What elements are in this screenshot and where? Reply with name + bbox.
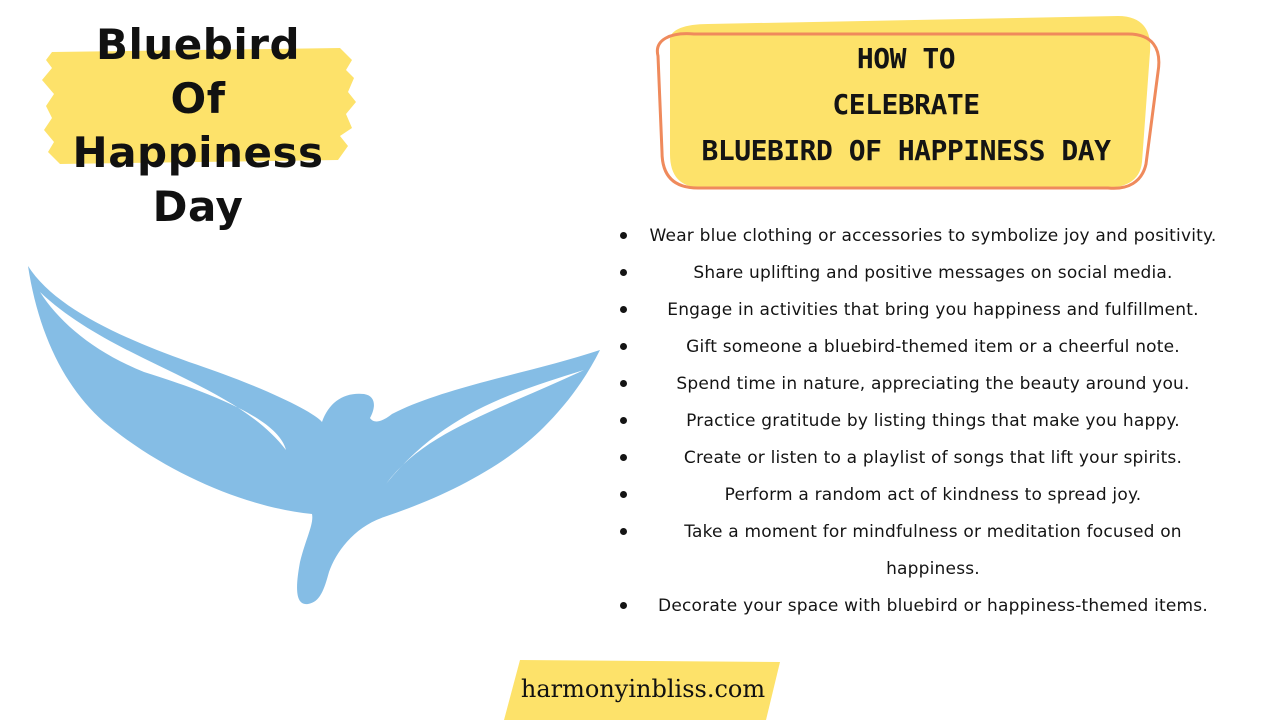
- bullet-icon: [620, 269, 627, 276]
- bullet-icon: [620, 417, 627, 424]
- bullet-icon: [620, 232, 627, 239]
- list-item: Spend time in nature, appreciating the beauty around you.: [618, 366, 1218, 403]
- howto-line-2: CELEBRATE: [832, 88, 980, 121]
- title-line-2: Of Happiness: [72, 74, 324, 177]
- howto-line-1: HOW TO: [856, 42, 956, 75]
- site-url: harmonyinbliss.com: [520, 675, 766, 703]
- bullet-icon: [620, 491, 627, 498]
- bullet-icon: [620, 454, 627, 461]
- list-item: Practice gratitude by listing things that make you happy.: [618, 403, 1218, 440]
- title-line-1: Bluebird: [95, 20, 301, 69]
- title-block: [40, 18, 360, 231]
- bullet-icon: [620, 602, 627, 609]
- tips-list: [618, 218, 1218, 625]
- howto-heading: [678, 36, 1134, 174]
- list-item: Take a moment for mindfulness or meditation focused on happiness.: [618, 514, 1218, 588]
- list-item: Gift someone a bluebird-themed item or a cheerful note.: [618, 329, 1218, 366]
- howto-line-3: BLUEBIRD OF HAPPINESS DAY: [701, 134, 1111, 167]
- list-item: Share uplifting and positive messages on social media.: [618, 255, 1218, 292]
- bullet-icon: [620, 380, 627, 387]
- site-tag: [504, 660, 782, 720]
- title-line-3: Day: [152, 182, 244, 231]
- howto-heading-badge: [648, 12, 1164, 192]
- list-item: Create or listen to a playlist of songs that lift your spirits.: [618, 440, 1218, 477]
- bluebird-silhouette-icon: [24, 262, 604, 607]
- bullet-icon: [620, 528, 627, 535]
- page-title: [40, 18, 356, 234]
- list-item: Perform a random act of kindness to spread joy.: [618, 477, 1218, 514]
- list-item: Decorate your space with bluebird or happiness-themed items.: [618, 588, 1218, 625]
- bullet-icon: [620, 343, 627, 350]
- list-item: Engage in activities that bring you happiness and fulfillment.: [618, 292, 1218, 329]
- list-item: Wear blue clothing or accessories to symbolize joy and positivity.: [618, 218, 1218, 255]
- bullet-icon: [620, 306, 627, 313]
